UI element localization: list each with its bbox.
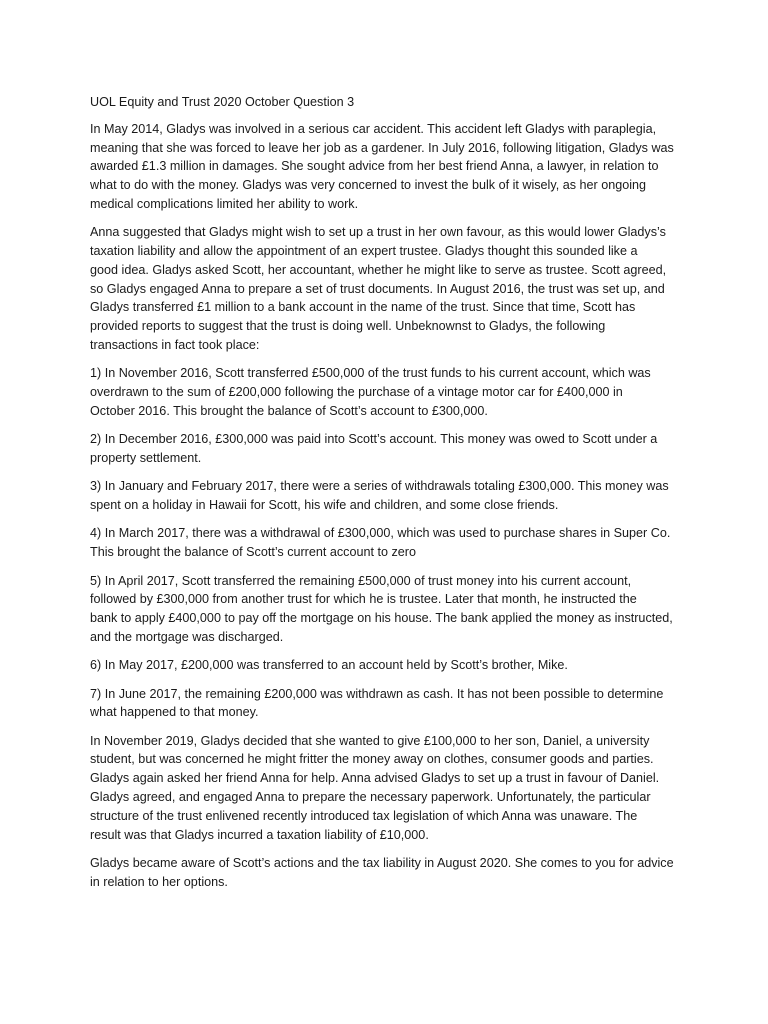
transaction-1: 1) In November 2016, Scott transferred £500,000 of the trust funds to his current account, which was overdrawn to the sum of £200,000 following the purchase of a vintage motor car for £400,000 in October 2016. This brought the balance of Scott’s account to £300,000. xyxy=(90,366,651,418)
transaction-2: 2) In December 2016, £300,000 was paid into Scott’s account. This money was owed to Scott under a property settlement. xyxy=(90,432,658,466)
paragraph-advice-request: Gladys became aware of Scott’s actions and the tax liability in August 2020. She comes to you for advice in relation to her options. xyxy=(90,855,674,889)
transaction-4: 4) In March 2017, there was a withdrawal of £300,000, which was used to purchase shares in Super Co. This brought the balance of Scott’s current account to zero xyxy=(90,526,671,560)
transaction-7: 7) In June 2017, the remaining £200,000 was withdrawn as cash. It has not been possible to determine what happened to that money. xyxy=(90,686,664,720)
paragraph-accident: In May 2014, Gladys was involved in a serious car accident. This accident left Gladys with paraplegia, meaning that she was forced to leave her job as a gardener. In July 2016, following litigation, Gladys was awarded £1.3 million in damages. She sought advice from her best friend Anna, a lawyer, in relation to what to do with the money. Gladys was very concerned to invest the bulk of it wisely, as her ongoing medical complications limited her ability to work. xyxy=(90,121,674,211)
transaction-5: 5) In April 2017, Scott transferred the remaining £500,000 of trust money into his current account, followed by £300,000 from another trust for which he is trustee. Later that month, he instructed the bank to apply £400,000 to pay off the mortgage on his house. The bank applied the money as instructed, and the mortgage was discharged. xyxy=(90,573,673,644)
transaction-6: 6) In May 2017, £200,000 was transferred to an account held by Scott’s brother, Mike. xyxy=(90,658,568,673)
transaction-3: 3) In January and February 2017, there were a series of withdrawals totaling £300,000. This money was spent on a holiday in Hawaii for Scott, his wife and children, and some close friends. xyxy=(90,479,669,513)
document-title: UOL Equity and Trust 2020 October Question 3 xyxy=(90,95,355,109)
document-page xyxy=(90,93,690,901)
paragraph-trust-setup: Anna suggested that Gladys might wish to set up a trust in her own favour, as this would lower Gladys’s taxation liability and allow the appointment of an expert trustee. Gladys thought this sounded like a good idea. Gladys asked Scott, her accountant, whether he might like to serve as trustee. Scott agreed, so Gladys engaged Anna to prepare a set of trust documents. In August 2016, the trust was set up, and Gladys transferred £1 million to a bank account in the name of the trust. Since that time, Scott has provided reports to suggest that the trust is doing well. Unbeknownst to Gladys, the following transactions in fact took place: xyxy=(90,225,667,353)
paragraph-daniel-trust: In November 2019, Gladys decided that she wanted to give £100,000 to her son, Daniel, a university student, but was concerned he might fritter the money away on clothes, consumer goods and parties. Gladys again asked her friend Anna for help. Anna advised Gladys to set up a trust in favour of Daniel. Gladys agreed, and engaged Anna to prepare the necessary paperwork. Unfortunately, the particular structure of the trust enlivened recently introduced tax legislation of which Anna was unaware. The result was that Gladys incurred a taxation liability of £10,000. xyxy=(90,733,660,842)
